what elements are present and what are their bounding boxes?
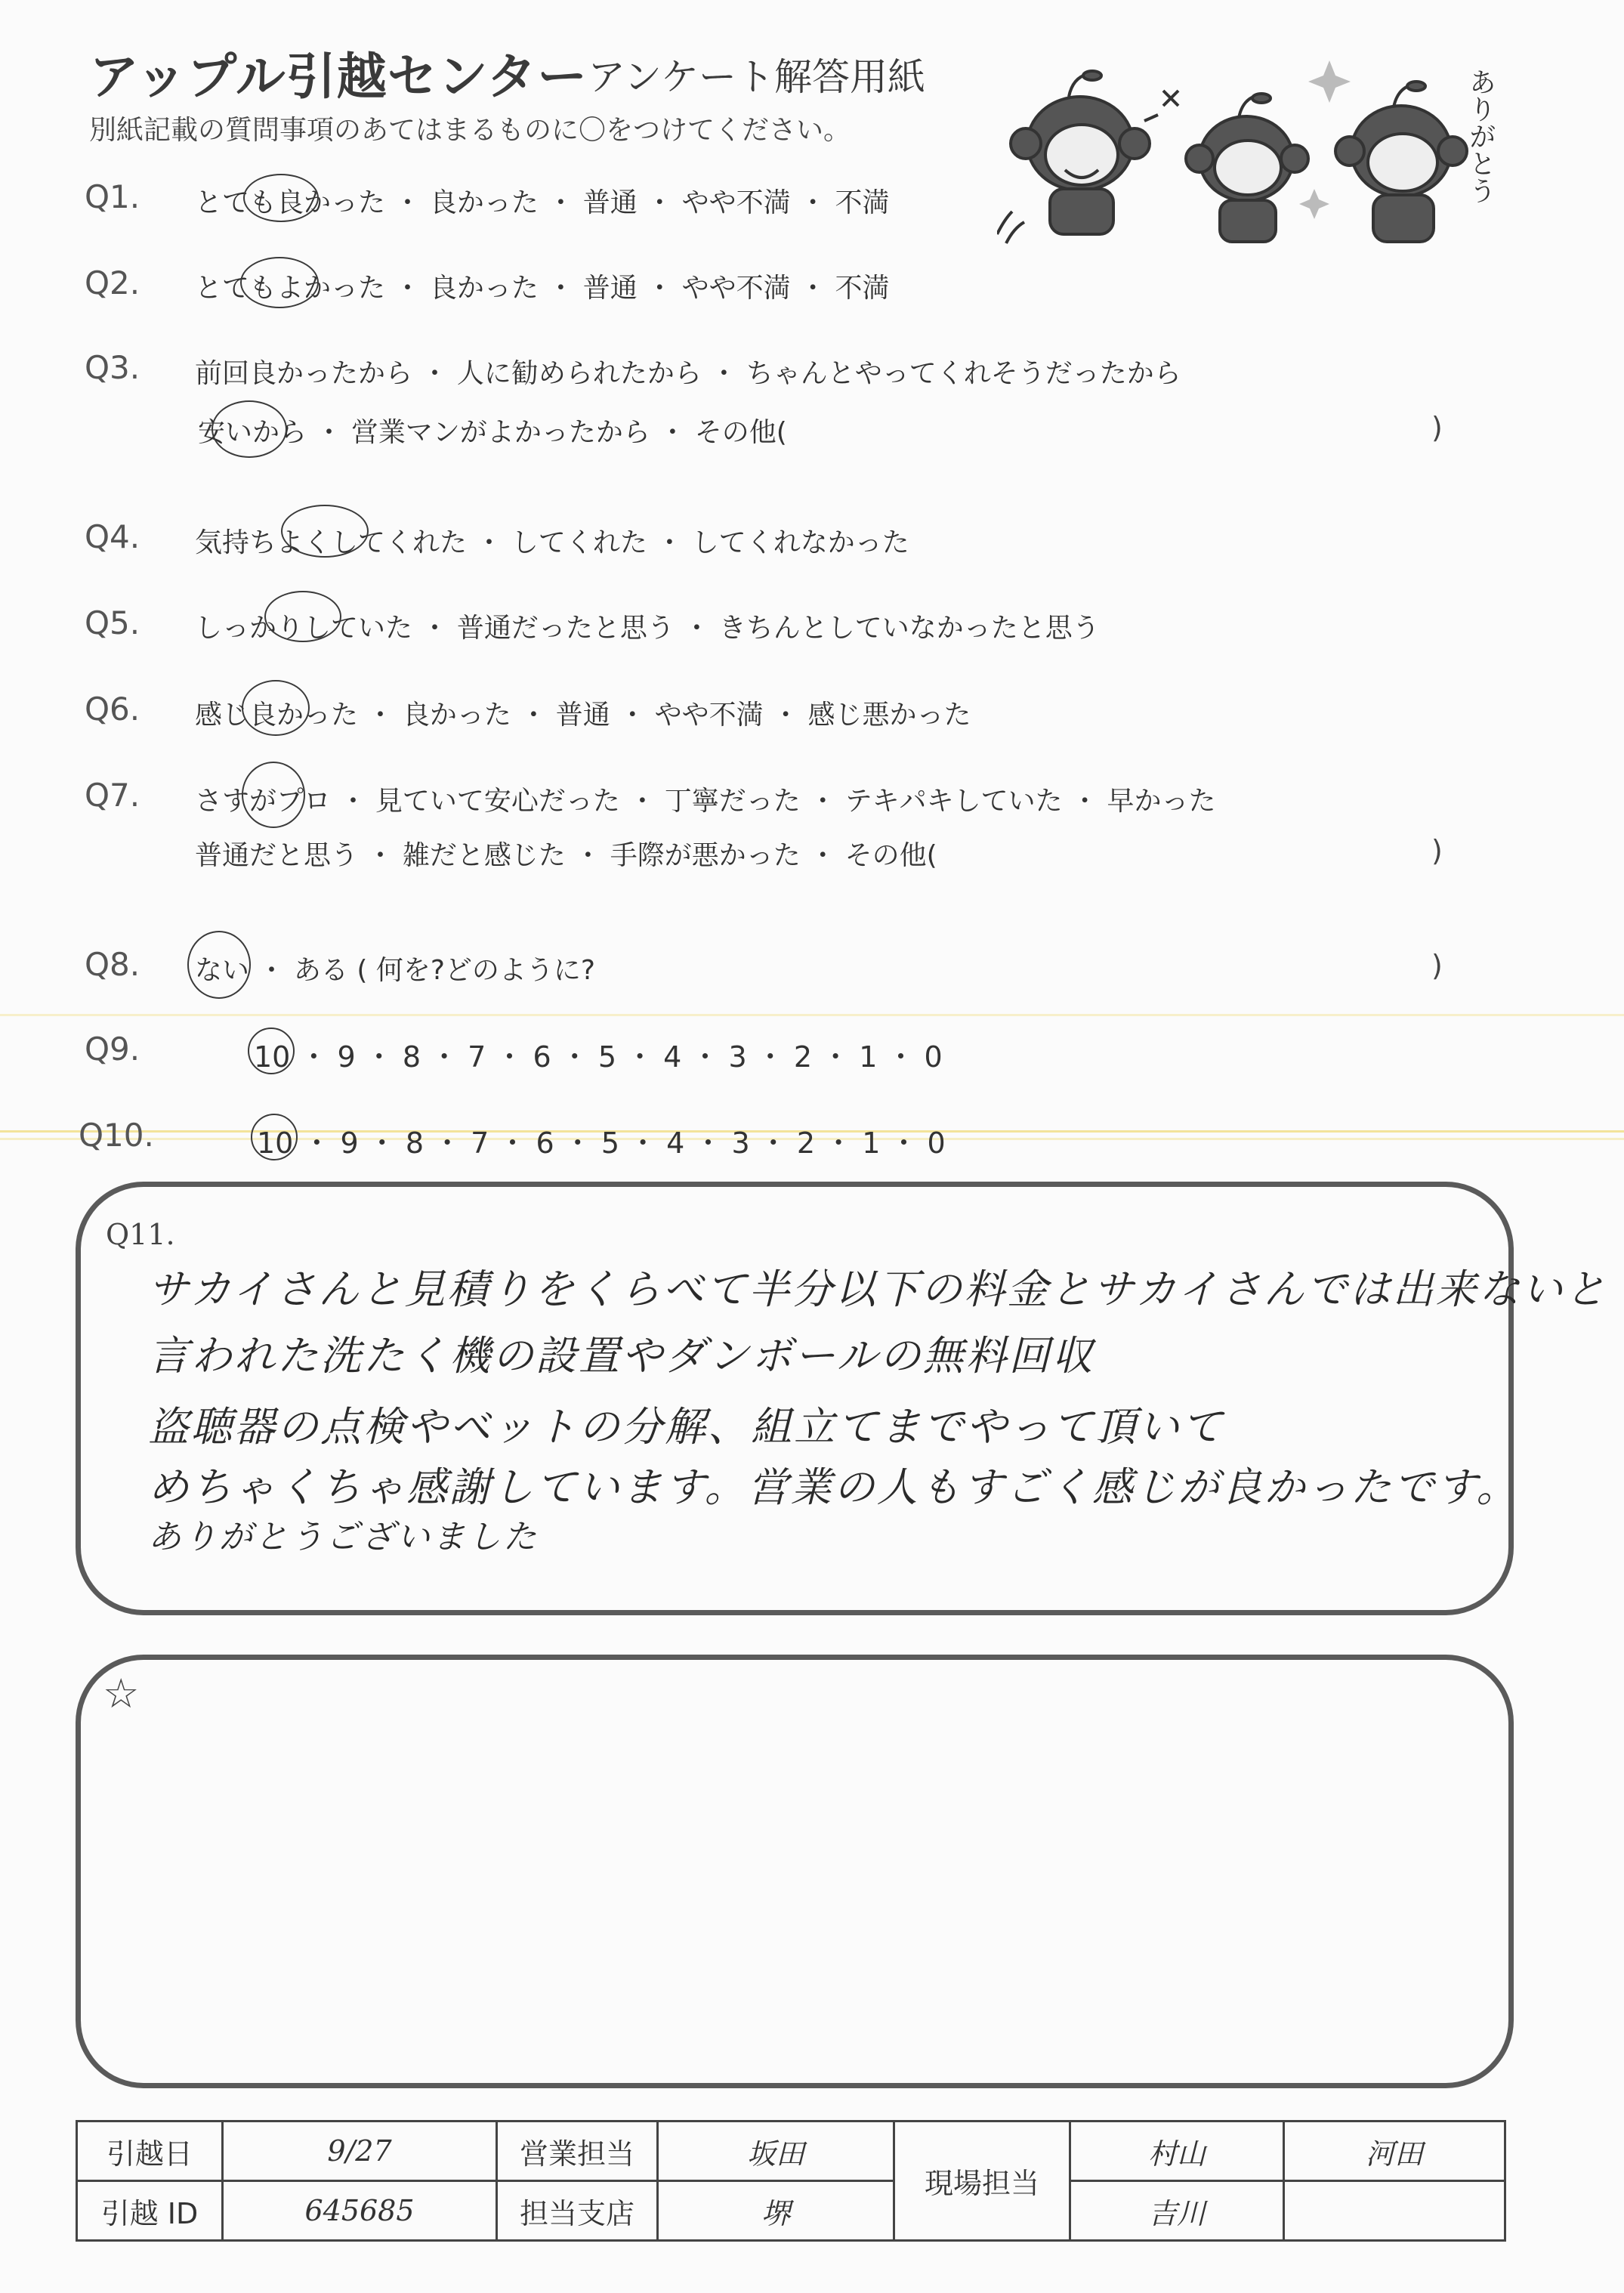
field-staff-value-3: 吉川	[1070, 2181, 1284, 2241]
q3-answer-circle	[211, 400, 287, 458]
form-title: アンケート解答用紙	[588, 55, 925, 99]
q6-label: Q6.	[85, 691, 140, 728]
star-icon: ☆	[103, 1670, 140, 1717]
move-date-value: 9/27	[223, 2121, 497, 2181]
branch-value: 堺	[658, 2181, 894, 2241]
branch-label: 担当支店	[497, 2181, 658, 2241]
q11-label: Q11.	[106, 1218, 175, 1251]
instruction-text: 別紙記載の質問事項のあてはまるものに〇をつけてください。	[89, 115, 851, 146]
move-info-table	[76, 2120, 1506, 2242]
q1-label: Q1.	[85, 178, 140, 215]
q10-label: Q10.	[79, 1117, 154, 1154]
guide-line	[0, 1014, 1624, 1016]
thanks-text: ありがとう	[1465, 68, 1496, 204]
field-staff-value-2: 河田	[1284, 2121, 1505, 2181]
q7-answer-circle	[242, 762, 305, 828]
move-date-label: 引越日	[77, 2121, 223, 2181]
q8-close-paren: )	[1431, 949, 1443, 982]
q6-answer-circle	[242, 680, 310, 736]
empty-cell	[1284, 2181, 1505, 2241]
q6-options: 感じ良かった ・ 良かった ・ 普通 ・ やや不満 ・ 感じ悪かった	[195, 700, 971, 731]
move-id-label: 引越 ID	[77, 2181, 223, 2241]
sales-rep-label: 営業担当	[497, 2121, 658, 2181]
q9-label: Q9.	[85, 1031, 140, 1068]
q10-answer-circle	[251, 1114, 298, 1160]
q7-options-line2: 普通だと思う ・ 雑だと感じた ・ 手際が悪かった ・ その他(	[195, 840, 937, 871]
q4-label: Q4.	[85, 518, 140, 555]
field-staff-value-1: 村山	[1070, 2121, 1284, 2181]
sales-rep-value: 坂田	[658, 2121, 894, 2181]
q11-handwritten-line: 言われた洗たく機の設置やダンボールの無料回収	[148, 1332, 1095, 1380]
q4-answer-circle	[281, 505, 369, 558]
q8-answer-circle	[187, 931, 251, 999]
q2-options: とてもよかった ・ 良かった ・ 普通 ・ やや不満 ・ 不満	[195, 273, 890, 304]
q1-options: とても良かった ・ 良かった ・ 普通 ・ やや不満 ・ 不満	[195, 187, 890, 218]
q8-options: ない ・ ある ( 何を?どのように?	[195, 955, 596, 986]
company-name: アップル引越センター	[89, 48, 588, 106]
q7-label: Q7.	[85, 777, 140, 814]
move-id-value: 645685	[223, 2181, 497, 2241]
q11-handwritten-line: サカイさんと見積りをくらべて半分以下の料金とサカイさんでは出来ないと	[148, 1265, 1608, 1313]
field-staff-label: 現場担当	[894, 2121, 1070, 2241]
q5-label: Q5.	[85, 604, 140, 641]
q9-answer-circle	[248, 1028, 295, 1074]
q7-options-line1: さすがプロ ・ 見ていて安心だった ・ 丁寧だった ・ テキパキしていた ・ 早かった	[195, 786, 1216, 817]
q3-label: Q3.	[85, 349, 140, 386]
q3-close-paren: )	[1431, 411, 1443, 444]
q5-answer-circle	[264, 591, 341, 642]
q11-handwritten-line: ありがとうございました	[148, 1518, 539, 1556]
q11-handwritten-line: 盗聴器の点検やベットの分解、組立てまでやって頂いて	[148, 1403, 1224, 1451]
q5-options: しっかりしていた ・ 普通だったと思う ・ きちんとしていなかったと思う	[195, 613, 1100, 644]
q9-options: 10 ・ 9 ・ 8 ・ 7 ・ 6 ・ 5 ・ 4 ・ 3 ・ 2 ・ 1 ・ 0	[254, 1040, 943, 1074]
q2-answer-circle	[240, 257, 319, 308]
monkey-mascots-illustration	[997, 45, 1496, 249]
q2-label: Q2.	[85, 264, 140, 301]
q3-options-line2: 安いから ・ 営業マンがよかったから ・ その他(	[198, 417, 787, 448]
q11-handwritten-line: めちゃくちゃ感謝しています。営業の人もすごく感じが良かったです。	[148, 1463, 1520, 1511]
q3-options-line1: 前回良かったから ・ 人に勧められたから ・ ちゃんとやってくれそうだったから	[195, 358, 1181, 389]
q4-options: 気持ちよくしてくれた ・ してくれた ・ してくれなかった	[195, 527, 909, 558]
q1-answer-circle	[243, 174, 319, 222]
star-comment-box	[76, 1655, 1514, 2088]
q7-close-paren: )	[1431, 834, 1443, 867]
q8-label: Q8.	[85, 946, 140, 983]
q10-options: 10 ・ 9 ・ 8 ・ 7 ・ 6 ・ 5 ・ 4 ・ 3 ・ 2 ・ 1 ・ 0	[257, 1126, 946, 1160]
